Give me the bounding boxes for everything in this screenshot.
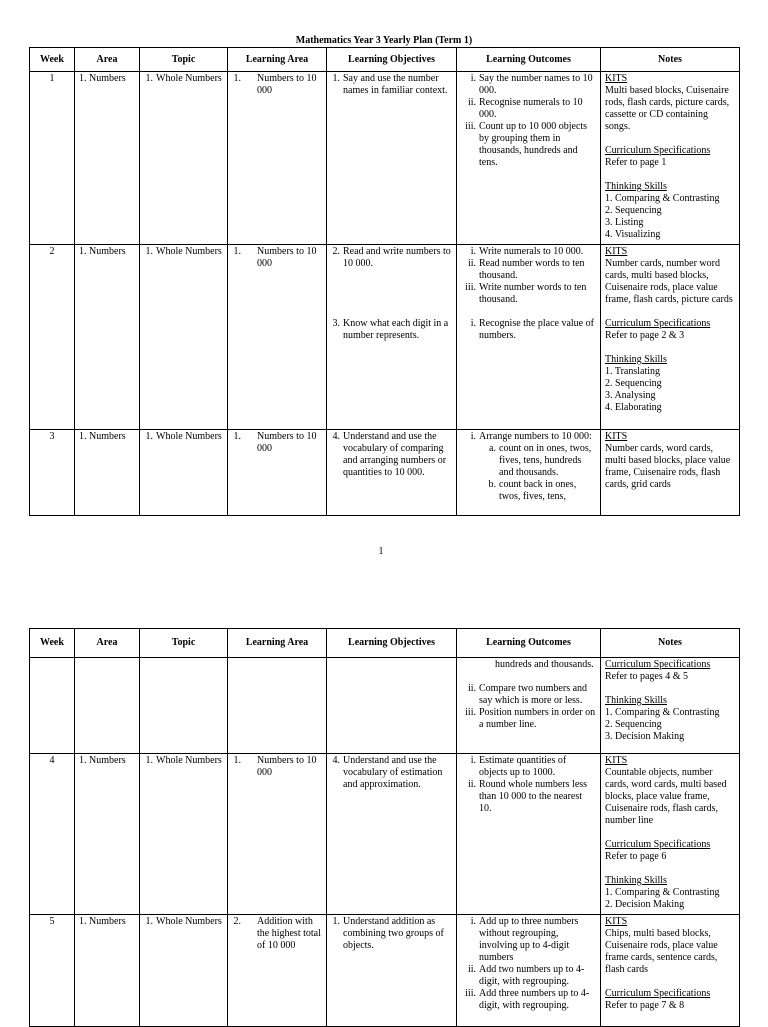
kits-label: KITS xyxy=(605,431,628,442)
thinking-skills-label: Thinking Skills xyxy=(605,875,667,886)
week-cell: 3 xyxy=(30,430,75,516)
header-notes: Notes xyxy=(601,48,740,72)
header-week: Week xyxy=(30,629,75,658)
area-cell: 1. Numbers xyxy=(75,245,140,430)
learning-objectives-cell: 1. Say and use the number names in familiar context. xyxy=(327,72,457,245)
header-area: Area xyxy=(75,629,140,658)
notes-cell xyxy=(601,915,740,1027)
header-learning-objectives: Learning Objectives xyxy=(327,629,457,658)
curriculum-spec-label: Curriculum Specifications xyxy=(605,318,711,329)
table-row xyxy=(30,754,740,915)
learning-area-cell: 1. Numbers to 10 000 xyxy=(228,245,327,430)
header-week: Week xyxy=(30,48,75,72)
header-learning-outcomes: Learning Outcomes xyxy=(457,629,601,658)
area-cell: 1. Numbers xyxy=(75,754,140,915)
thinking-skill-item: 2. Sequencing xyxy=(605,719,662,730)
learning-area-cell xyxy=(228,658,327,754)
thinking-skills-label: Thinking Skills xyxy=(605,354,667,365)
header-learning-area: Learning Area xyxy=(228,48,327,72)
header-learning-area: Learning Area xyxy=(228,629,327,658)
learning-area-cell: 1. Numbers to 10 000 xyxy=(228,430,327,516)
topic-cell: 1. Whole Numbers xyxy=(140,245,228,430)
notes-cell xyxy=(601,754,740,915)
learning-objectives-cell: 1. Understand addition as combining two groups of objects. xyxy=(327,915,457,1027)
table-row xyxy=(30,72,740,245)
learning-area-cell: 2. Addition with the highest total of 10 000 xyxy=(228,915,327,1027)
thinking-skill-item: 2. Sequencing xyxy=(605,378,662,389)
learning-objectives-cell xyxy=(327,658,457,754)
learning-outcomes-cell: i. Say the number names to 10 000. ii. Recognise numerals to 10 000. iii. Count up to 10 000 objects by grouping them in thousands, hundreds and tens. xyxy=(457,72,601,245)
thinking-skill-item: 4. Elaborating xyxy=(605,402,662,413)
learning-area-cell: 1. Numbers to 10 000 xyxy=(228,754,327,915)
curriculum-spec-label: Curriculum Specifications xyxy=(605,145,711,156)
thinking-skill-item: 4. Visualizing xyxy=(605,229,661,240)
header-notes: Notes xyxy=(601,629,740,658)
learning-outcomes-cell: i. Estimate quantities of objects up to 1000. ii. Round whole numbers less than 10 000 to the nearest 10. xyxy=(457,754,601,915)
table-row xyxy=(30,430,740,516)
thinking-skill-item: 3. Listing xyxy=(605,217,644,228)
learning-outcomes-cell: i. Write numerals to 10 000. ii. Read number words to ten thousand. iii. Write number words to ten thousand. i. Recognise the place value of numbers. xyxy=(457,245,601,430)
notes-cell xyxy=(601,72,740,245)
table-header-row xyxy=(30,629,740,658)
week-cell: 2 xyxy=(30,245,75,430)
kits-text: Countable objects, number cards, word cards, multi based blocks, place value frame, Cuisenaire rods, flash cards, number line xyxy=(605,767,727,826)
learning-area-cell: 1. Numbers to 10 000 xyxy=(228,72,327,245)
learning-outcomes-cell: hundreds and thousands. ii. Compare two numbers and say which is more or less. iii. Position numbers in order on a number line. xyxy=(457,658,601,754)
topic-cell: 1. Whole Numbers xyxy=(140,72,228,245)
week-cell: 1 xyxy=(30,72,75,245)
learning-objectives-cell: 4. Understand and use the vocabulary of comparing and arranging numbers or quantities to 10 000. xyxy=(327,430,457,516)
header-topic: Topic xyxy=(140,629,228,658)
curriculum-spec-ref: Refer to pages 4 & 5 xyxy=(605,671,689,682)
table-header-row xyxy=(30,48,740,72)
thinking-skill-item: 2. Sequencing xyxy=(605,205,662,216)
kits-text: Chips, multi based blocks, Cuisenaire rods, place value frame cards, sentence cards, flash cards xyxy=(605,928,718,975)
header-area: Area xyxy=(75,48,140,72)
week-cell: 4 xyxy=(30,754,75,915)
week-cell: 5 xyxy=(30,915,75,1027)
kits-text: Multi based blocks, Cuisenaire rods, flash cards, picture cards, cassette or CD containing songs. xyxy=(605,85,730,132)
yearly-plan-table-page1 xyxy=(29,47,740,516)
topic-cell: 1. Whole Numbers xyxy=(140,754,228,915)
document-title: Mathematics Year 3 Yearly Plan (Term 1) xyxy=(295,35,473,46)
curriculum-spec-ref: Refer to page 6 xyxy=(605,851,667,862)
curriculum-spec-ref: Refer to page 2 & 3 xyxy=(605,330,685,341)
topic-cell: 1. Whole Numbers xyxy=(140,430,228,516)
thinking-skill-item: 3. Analysing xyxy=(605,390,656,401)
kits-text: Number cards, number word cards, multi based blocks, Cuisenaire rods, place value frame, flash cards, picture cards xyxy=(605,258,733,305)
area-cell: 1. Numbers xyxy=(75,915,140,1027)
thinking-skill-item: 2. Decision Making xyxy=(605,899,685,910)
area-cell: 1. Numbers xyxy=(75,72,140,245)
thinking-skill-item: 1. Comparing & Contrasting xyxy=(605,193,720,204)
kits-text: Number cards, word cards, multi based blocks, place value frame, Cuisenaire rods, flash cards, grid cards xyxy=(605,443,731,490)
week-cell xyxy=(30,658,75,754)
learning-objectives-cell: 4. Understand and use the vocabulary of estimation and approximation. xyxy=(327,754,457,915)
kits-label: KITS xyxy=(605,755,628,766)
yearly-plan-table-page2 xyxy=(29,628,740,1027)
table-row xyxy=(30,658,740,754)
header-topic: Topic xyxy=(140,48,228,72)
thinking-skill-item: 1. Translating xyxy=(605,366,661,377)
topic-cell: 1. Whole Numbers xyxy=(140,915,228,1027)
header-learning-outcomes: Learning Outcomes xyxy=(457,48,601,72)
notes-cell xyxy=(601,245,740,430)
page-number: 1 xyxy=(378,546,384,557)
learning-outcomes-cell: i. Add up to three numbers without regrouping, involving up to 4-digit numbers ii. Add two numbers up to 4-digit, with regrouping. iii. Add three numbers up to 4-digit, with regrouping. xyxy=(457,915,601,1027)
kits-label: KITS xyxy=(605,73,628,84)
notes-cell xyxy=(601,430,740,516)
thinking-skills-label: Thinking Skills xyxy=(605,181,667,192)
outcome-continuation: hundreds and thousands. xyxy=(495,659,594,670)
topic-cell xyxy=(140,658,228,754)
learning-objectives-cell: 2. Read and write numbers to 10 000. 3. Know what each digit in a number represents. xyxy=(327,245,457,430)
curriculum-spec-label: Curriculum Specifications xyxy=(605,839,711,850)
thinking-skill-item: 3. Decision Making xyxy=(605,731,685,742)
table-row xyxy=(30,915,740,1027)
area-cell: 1. Numbers xyxy=(75,430,140,516)
curriculum-spec-ref: Refer to page 1 xyxy=(605,157,667,168)
learning-outcomes-cell: i. Arrange numbers to 10 000: a. count on in ones, twos, fives, tens, hundreds and thousands. b. count back in ones, twos, fives, tens, xyxy=(457,430,601,516)
thinking-skill-item: 1. Comparing & Contrasting xyxy=(605,707,720,718)
curriculum-spec-label: Curriculum Specifications xyxy=(605,659,711,670)
notes-cell xyxy=(601,658,740,754)
curriculum-spec-ref: Refer to page 7 & 8 xyxy=(605,1000,685,1011)
header-learning-objectives: Learning Objectives xyxy=(327,48,457,72)
thinking-skill-item: 1. Comparing & Contrasting xyxy=(605,887,720,898)
curriculum-spec-label: Curriculum Specifications xyxy=(605,988,711,999)
table-row xyxy=(30,245,740,430)
area-cell xyxy=(75,658,140,754)
kits-label: KITS xyxy=(605,916,628,927)
kits-label: KITS xyxy=(605,246,628,257)
thinking-skills-label: Thinking Skills xyxy=(605,695,667,706)
